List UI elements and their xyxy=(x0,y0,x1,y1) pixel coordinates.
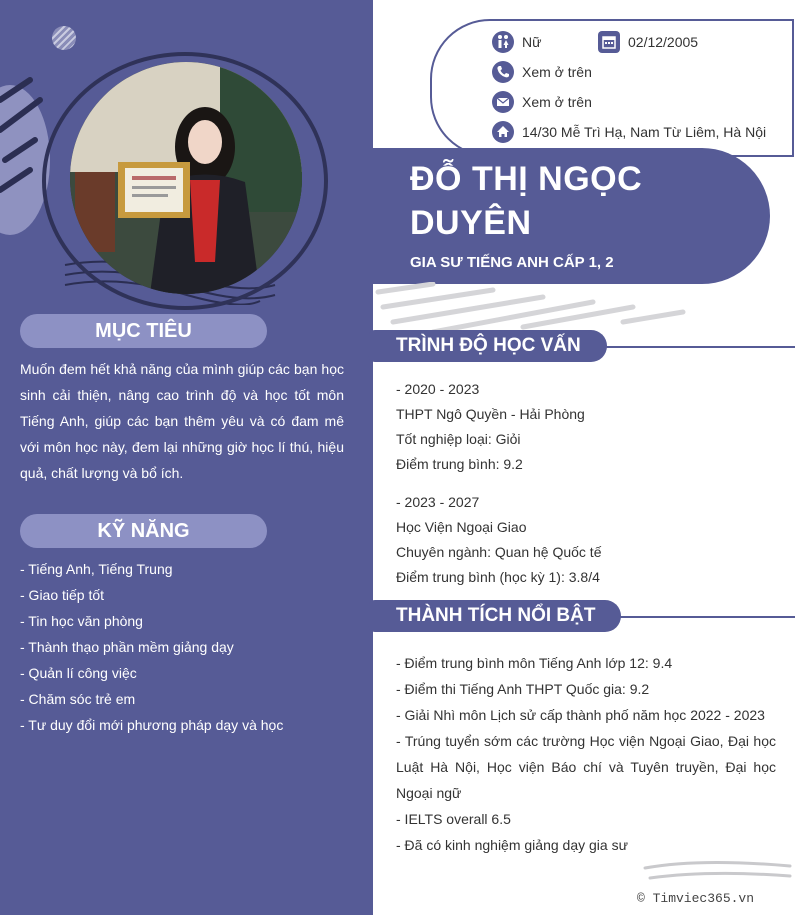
email-row xyxy=(492,91,592,113)
phone-icon xyxy=(492,61,514,83)
phone-row xyxy=(492,61,592,83)
address-value: 14/30 Mễ Trì Hạ, Nam Từ Liêm, Hà Nội xyxy=(522,124,767,140)
skill-item: - Quản lí công việc xyxy=(20,665,137,681)
education-gpa: Điểm trung bình (học kỳ 1): 3.8/4 xyxy=(396,569,600,585)
achievement-item: - Điểm thi Tiếng Anh THPT Quốc gia: 9.2 xyxy=(396,681,650,697)
skill-item: - Tiếng Anh, Tiếng Trung xyxy=(20,561,173,577)
education-entry xyxy=(396,377,776,477)
education-heading: TRÌNH ĐỘ HỌC VẤN xyxy=(368,330,607,362)
achievements-heading: THÀNH TÍCH NỔI BẬT xyxy=(368,600,621,632)
education-school: Học Viện Ngoại Giao xyxy=(396,519,527,535)
dob-value: 02/12/2005 xyxy=(628,34,699,50)
education-period: - 2020 - 2023 xyxy=(396,381,480,397)
achievement-item: - Trúng tuyển sớm các trường Học viện Ngoại Giao, Đại học Luật Hà Nội, Học viện Báo chí và Tuyên truyền, Đại học Ngoại ngữ xyxy=(396,733,776,801)
home-icon xyxy=(492,121,514,143)
achievement-item: - Giải Nhì môn Lịch sử cấp thành phố năm học 2022 - 2023 xyxy=(396,707,765,723)
skill-item: - Giao tiếp tốt xyxy=(20,587,105,603)
gender-value: Nữ xyxy=(522,34,542,50)
skill-item: - Thành thạo phần mềm giảng dạy xyxy=(20,639,234,655)
name-line-1: ĐỖ THỊ NGỌC xyxy=(410,160,643,198)
education-school: THPT Ngô Quyền - Hải Phòng xyxy=(396,406,585,422)
skill-item: - Tư duy đổi mới phương pháp dạy và học xyxy=(20,717,284,733)
skills-list xyxy=(20,556,350,738)
achievement-item: - Điểm trung bình môn Tiếng Anh lớp 12: 9.4 xyxy=(396,655,673,671)
achievements-divider xyxy=(610,616,795,618)
email-value[interactable]: Xem ở trên xyxy=(522,94,592,110)
skills-heading: KỸ NĂNG xyxy=(20,514,267,548)
gender-icon xyxy=(492,31,514,53)
achievement-item: - Đã có kinh nghiệm giảng dạy gia sư xyxy=(396,837,628,853)
achievements-list xyxy=(396,650,776,858)
education-detail: Tốt nghiệp loại: Giỏi xyxy=(396,431,521,447)
name-line-2: DUYÊN xyxy=(410,204,532,242)
profile-photo xyxy=(70,62,302,294)
job-title: GIA SƯ TIẾNG ANH CẤP 1, 2 xyxy=(410,254,614,271)
objective-text: Muốn đem hết khả năng của mình giúp các bạn học sinh cải thiện, nâng cao trình độ và học tốt môn Tiếng Anh, giúp các bạn thêm yêu và có đam mê với môn học này, đem lại những giờ học lí thú, hiệu quả, chất lượng và bổ ích. xyxy=(20,361,344,481)
education-divider xyxy=(600,346,795,348)
achievement-item: - IELTS overall 6.5 xyxy=(396,811,511,827)
decorative-hatch-dot xyxy=(52,26,76,50)
decorative-footer-waves xyxy=(640,858,795,888)
left-sidebar xyxy=(0,0,373,915)
calendar-icon xyxy=(598,31,620,53)
education-detail: Chuyên ngành: Quan hệ Quốc tế xyxy=(396,544,602,560)
gender-row xyxy=(492,31,541,53)
skill-item: - Tin học văn phòng xyxy=(20,613,143,629)
phone-value[interactable]: Xem ở trên xyxy=(522,64,592,80)
full-name xyxy=(410,157,740,245)
dob-row xyxy=(598,31,698,53)
skill-item: - Chăm sóc trẻ em xyxy=(20,691,136,707)
objective-heading: MỤC TIÊU xyxy=(20,314,267,348)
address-row xyxy=(492,121,766,143)
copyright: © Timviec365.vn xyxy=(637,891,755,906)
education-gpa: Điểm trung bình: 9.2 xyxy=(396,456,523,472)
education-period: - 2023 - 2027 xyxy=(396,494,480,510)
mail-icon xyxy=(492,91,514,113)
education-entry xyxy=(396,490,776,590)
